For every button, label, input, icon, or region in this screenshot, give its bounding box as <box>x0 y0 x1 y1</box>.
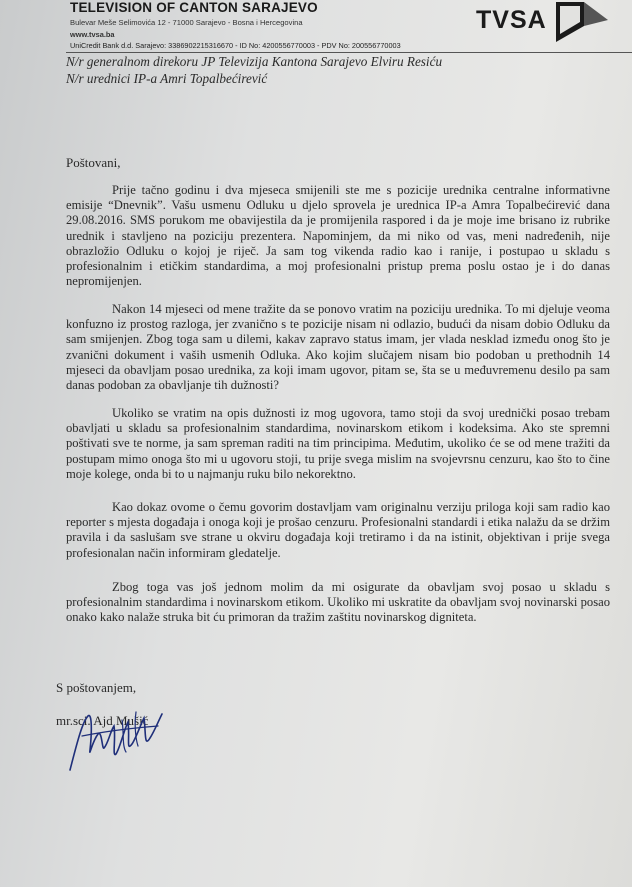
paragraph-3: Ukoliko se vratim na opis dužnosti iz mog ugovora, tamo stoji da svoj urednički posao trebam obavljati u skladu sa profesionalnim standardima, novinarskom etikom i kodeksima. Ako ste spremni poštivati sve te norme, ja sam spreman raditi na tim principima. Međutim, ukoliko će se od mene tražiti da postupam mimo onoga što mi u ugovoru stoji, tu prije svega mislim na svojevrsnu cenzuru, kao što to čine moje kolege, onda bi to u najmanju ruku bilo nekorektno. <box>66 406 610 481</box>
recipient-line-2: N/r urednici IP-a Amri Topalbećirević <box>66 71 268 86</box>
letterhead-address: Bulevar Meše Selimovića 12 - 71000 Sarajevo - Bosna i Hercegovina <box>70 18 303 27</box>
letterhead-website: www.tvsa.ba <box>70 30 115 39</box>
paragraph-1: Prije tačno godinu i dva mjeseca smijenili ste me s pozicije urednika centralne informativne emisije “Dnevnik”. Vašu usmenu Odluku u djelo sprovela je urednica IP-a Amra Topalbećirević dana 29.08.2016. SMS porukom me obavijestila da je promijenila raspored i da je moje ime brisano iz rubrike urednik i stavljeno na poziciju prezentera. Napominjem, da mi niko od vas, meni nadređenih, nije obrazložio Odluku o kojoj je riječ. Ja sam tog vikenda radio kao i ranije, i postupao u skladu s profesionalnim i etičkim standardima, a moj profesionalni pristup prema poslu ostao je i do danas nepromijenjen. <box>66 183 610 289</box>
paragraph-5: Zbog toga vas još jednom molim da mi osigurate da obavljam svoj posao u skladu s profesionalnim standardima i novinarskom etikom. Ukoliko mi uskratite da obavljam svoj novinarski posao onako kako nalaže struka bit ću primoran da tražim zaštitu novinarskog digniteta. <box>66 580 610 625</box>
letterhead <box>0 0 632 54</box>
author-name: mr.sci. Ajd Mušić <box>56 713 149 728</box>
paragraph-4: Kao dokaz ovome o čemu govorim dostavljam vam originalnu verziju priloga koji sam radio kao reporter s mjesta događaja i onoga koji je prošao cenzuru. Profesionalni standardi i etika nalažu da se držim pravila i da saslušam sve strane u okviru događaja koji tretiramo i da na istinit, objektivan i prije svega profesionalan način informiram gledatelje. <box>66 500 610 560</box>
salutation: Poštovani, <box>66 155 121 170</box>
letterhead-bank-line: UniCredit Bank d.d. Sarajevo: 3386902215316670 - ID No: 4200556770003 - PDV No: 200556770003 <box>70 41 401 50</box>
paragraph-2: Nakon 14 mjeseci od mene tražite da se ponovo vratim na poziciju urednika. To mi djeluje veoma konfuzno iz prostog razloga, jer zvanično s te pozicije nisam ni odlazio, budući da nisam dobio Odluku da sam smijenjen. Zbog toga sam u dilemi, kakav zapravo status imam, jer vlada nesklad između onog što je zvanični dokument i vaših usmenih Odluka. Ako kojim slučajem nisam bio podoban u prethodnih 14 mjeseci da obavljam posao urednika, za koji imam ugovor, pitam se, šta se u međuvremenu desilo pa sam danas podoban za obavljanje tih dužnosti? <box>66 302 610 393</box>
letterhead-title: TELEVISION OF CANTON SARAJEVO <box>70 0 318 15</box>
letterhead-divider <box>66 52 632 53</box>
closing: S poštovanjem, <box>56 680 137 695</box>
tvsa-logo-icon <box>554 0 610 44</box>
signature-image <box>62 692 172 782</box>
recipient-line-1: N/r generalnom direkoru JP Televizija Kantona Sarajevo Elviru Resiću <box>66 54 443 69</box>
brand-wordmark: TVSA <box>476 6 547 34</box>
